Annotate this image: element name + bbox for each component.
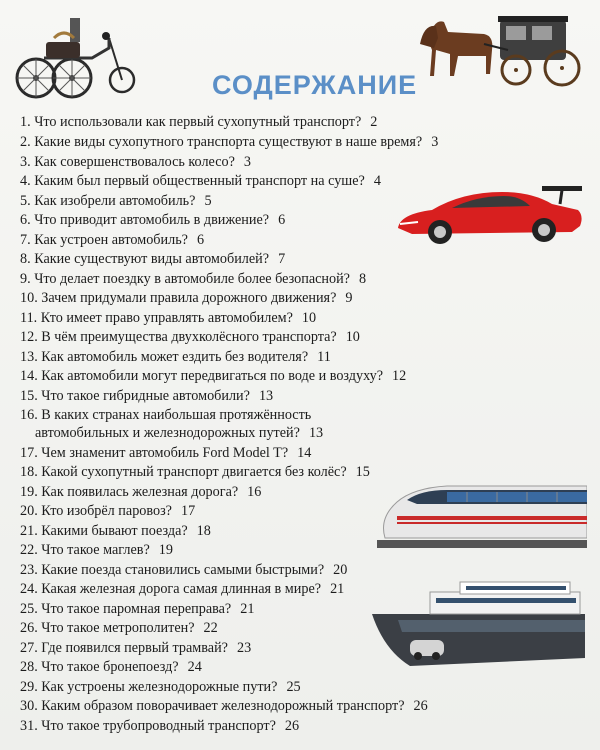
page-number: 19 [158, 542, 173, 558]
horse-carriage-illustration [414, 10, 584, 90]
toc-entry: 21. Какими бывают поезда? 18 [20, 523, 211, 539]
page-number: 20 [333, 562, 348, 578]
toc-entry: 6. Что приводит автомобиль в движение? 6 [20, 212, 286, 228]
page-number: 23 [236, 640, 252, 656]
page-number: 4 [373, 173, 381, 189]
page-number: 10 [301, 310, 317, 326]
sports-car-illustration [392, 180, 587, 248]
page-number: 13 [308, 425, 324, 441]
toc-entry: 24. Какая железная дорога самая длинная в мире? 21 [20, 581, 345, 597]
page-number: 26 [284, 718, 300, 734]
page-number: 14 [297, 445, 312, 461]
toc-entry: 19. Как появилась железная дорога? 16 [20, 484, 262, 500]
page-number: 25 [286, 679, 301, 695]
toc-entry: 23. Какие поезда становились самыми быстрыми? 20 [20, 562, 348, 578]
toc-entry: 29. Как устроены железнодорожные пути? 25 [20, 679, 301, 695]
toc-entry: 25. Что такое паромная переправа? 21 [20, 601, 255, 617]
toc-entry: 8. Какие существуют виды автомобилей? 7 [20, 251, 286, 267]
toc-entry: 26. Что такое метрополитен? 22 [20, 620, 218, 636]
toc-entry: 10. Зачем придумали правила дорожного движения? 9 [20, 290, 353, 306]
page-number: 24 [187, 659, 202, 675]
toc-entry: 7. Как устроен автомобиль? 6 [20, 232, 205, 248]
toc-entry: 9. Что делает поездку в автомобиле более безопасной? 8 [20, 271, 367, 287]
toc-entry: 4. Каким был первый общественный транспорт на суше? 4 [20, 173, 381, 189]
toc-entry: 13. Как автомобиль может ездить без водителя? 11 [20, 349, 331, 365]
page-number: 9 [345, 290, 353, 306]
toc-entry: 11. Кто имеет право управлять автомобилем? 10 [20, 310, 317, 326]
toc-entry: 16. В каких странах наибольшая протяжённость [20, 407, 312, 423]
motor-car-illustration [14, 8, 139, 100]
toc-entry: 3. Как совершенствовалось колесо? 3 [20, 154, 251, 170]
page-number: 5 [204, 193, 212, 209]
toc-entry: 18. Какой сухопутный транспорт двигается без колёс? 15 [20, 464, 370, 480]
toc-entry: 17. Чем знаменит автомобиль Ford Model T? 14 [20, 445, 312, 461]
page-number: 6 [196, 232, 205, 248]
page-number: 8 [358, 271, 367, 287]
page-number: 11 [317, 349, 331, 365]
toc-entry-continuation: автомобильных и железнодорожных путей? 13 [35, 425, 324, 441]
page-number: 7 [278, 251, 286, 267]
page-number: 17 [180, 503, 196, 519]
page-number: 16 [247, 484, 262, 500]
toc-entry: 14. Как автомобили могут передвигаться по воде и воздуху? 12 [20, 368, 407, 384]
toc-entry: 1. Что использовали как первый сухопутный транспорт? 2 [20, 114, 378, 130]
page-number: 22 [203, 620, 218, 636]
page-number: 21 [240, 601, 255, 617]
toc-entry: 27. Где появился первый трамвай? 23 [20, 640, 252, 656]
ferry-illustration [370, 580, 585, 670]
page-number: 26 [413, 698, 428, 714]
page-number: 21 [330, 581, 345, 597]
toc-entry: 22. Что такое маглев? 19 [20, 542, 173, 558]
toc-entry: 2. Какие виды сухопутного транспорта существуют в наше время? 3 [20, 134, 439, 150]
page-number: 2 [370, 114, 378, 130]
page-number: 3 [431, 134, 439, 150]
page-number: 15 [355, 464, 370, 480]
toc-entry: 20. Кто изобрёл паровоз? 17 [20, 503, 196, 519]
toc-entry: 31. Что такое трубопроводный транспорт? 26 [20, 718, 300, 734]
page-number: 10 [345, 329, 360, 345]
train-illustration [377, 478, 587, 556]
toc-entry: 15. Что такое гибридные автомобили? 13 [20, 388, 274, 404]
toc-entry: 30. Каким образом поворачивает железнодорожный транспорт? 26 [20, 698, 428, 714]
page-number: 6 [278, 212, 286, 228]
toc-entry: 28. Что такое бронепоезд? 24 [20, 659, 202, 675]
page-number: 18 [196, 523, 211, 539]
toc-entry: 5. Как изобрели автомобиль? 5 [20, 193, 212, 209]
page-number: 3 [243, 154, 251, 170]
toc-entry: 12. В чём преимущества двухколёсного транспорта? 10 [20, 329, 360, 345]
page-number: 13 [258, 388, 274, 404]
page-title: СОДЕРЖАНИЕ [212, 70, 418, 100]
page-number: 12 [392, 368, 407, 384]
